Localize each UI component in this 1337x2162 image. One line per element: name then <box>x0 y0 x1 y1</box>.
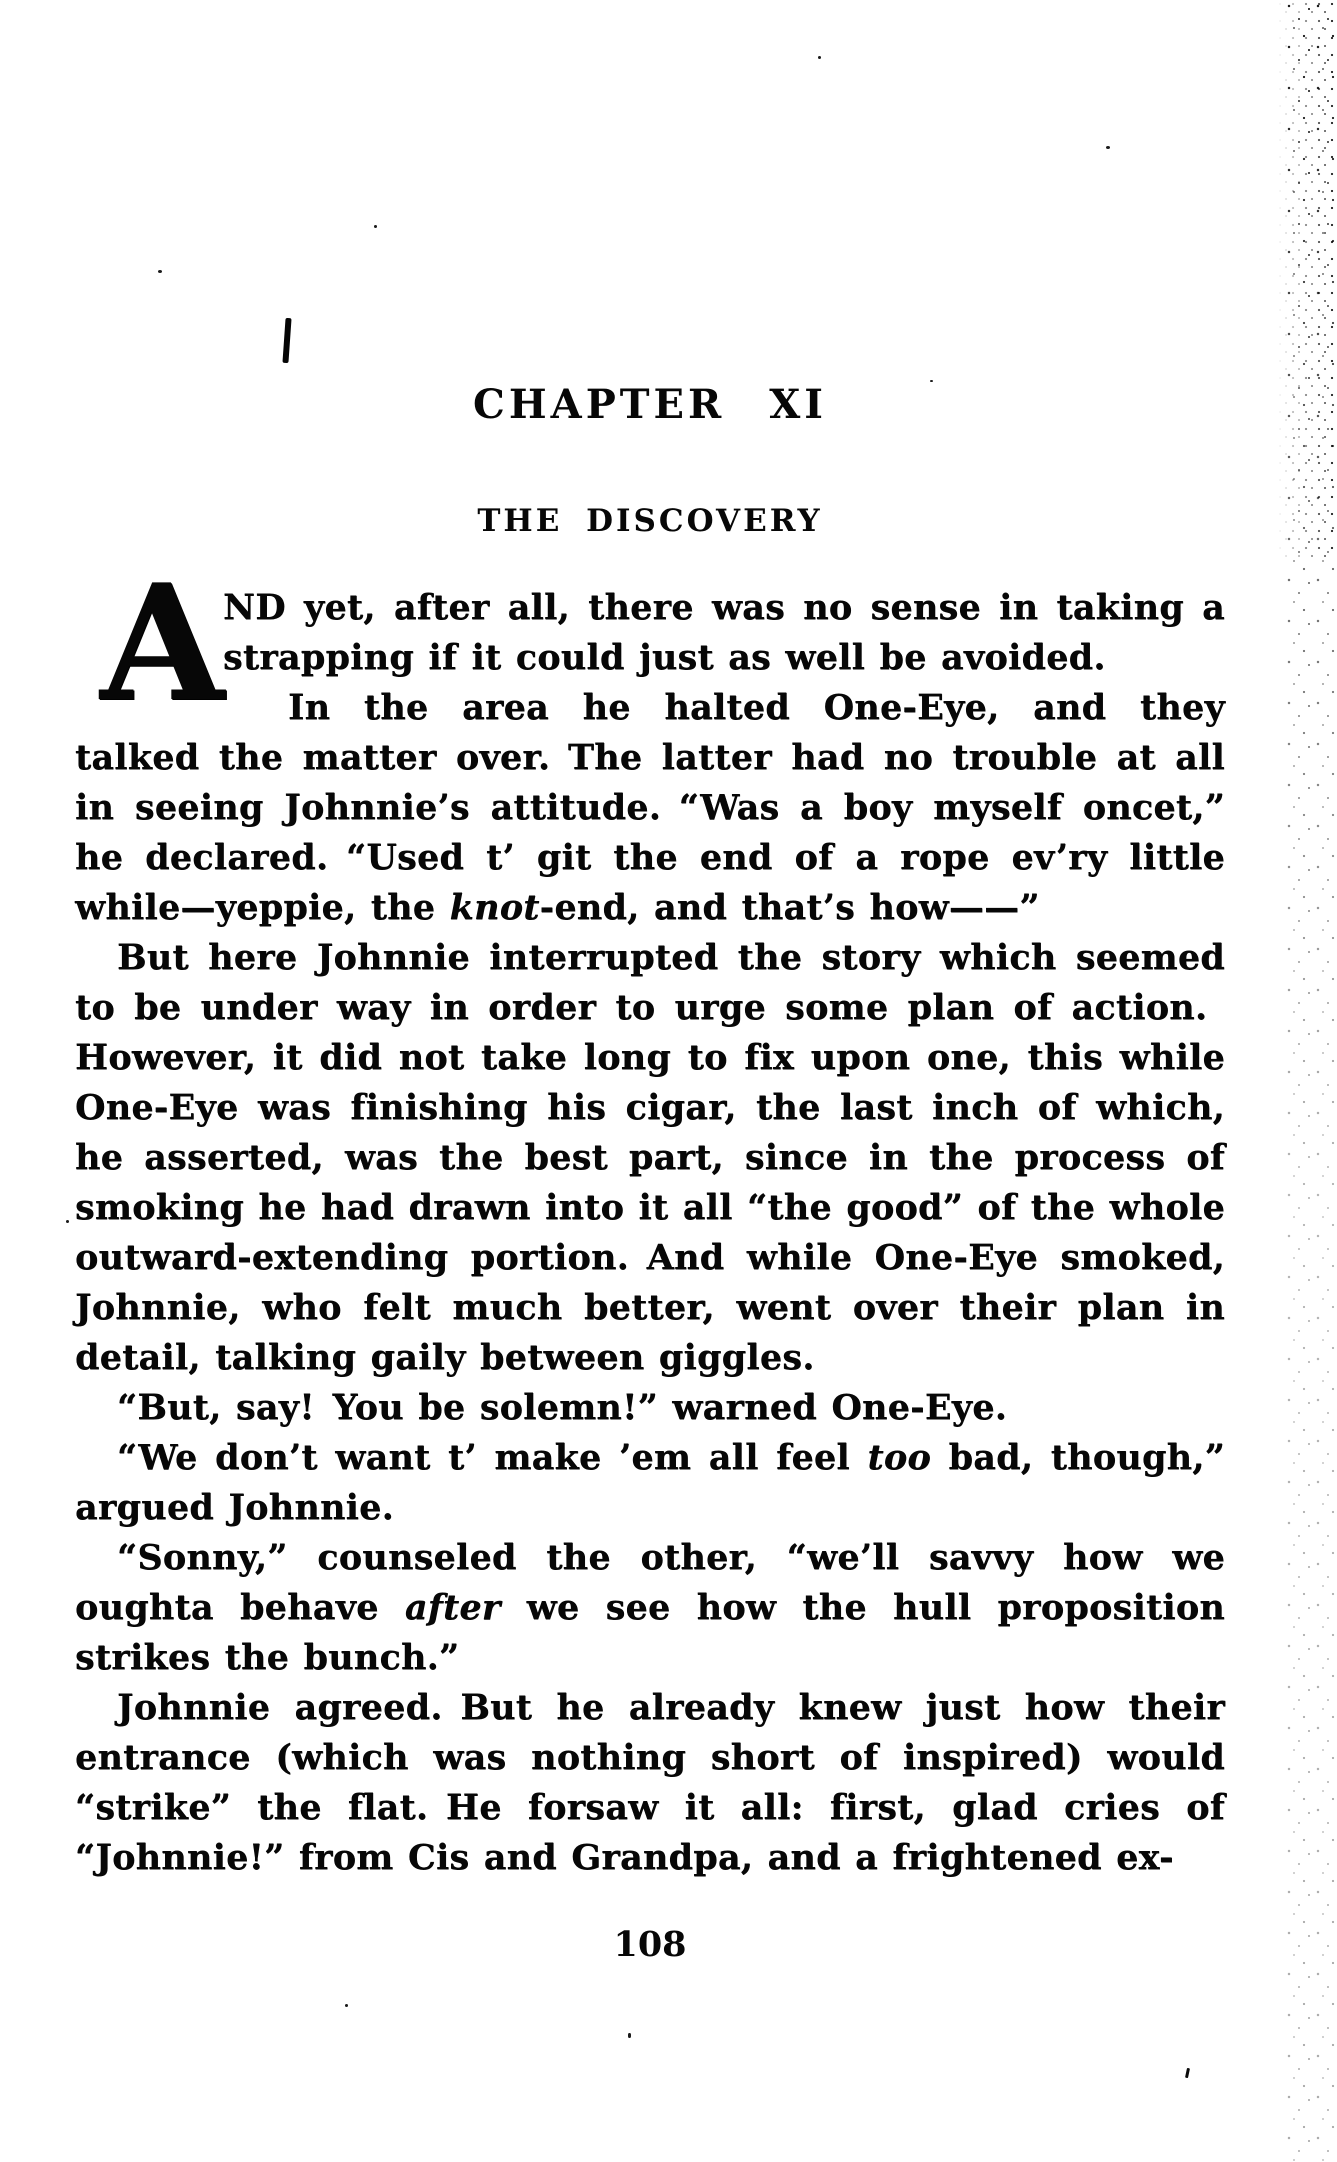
paragraph-6 <box>75 1533 1225 1683</box>
text-segment: But here Johnnie interrupted the story which seemed to be under way in order to urge some plan of action. However, it did not take long to fix upon one, this while One-Eye was finishing his cigar, the last inch of which, he asserted, was the best part, since in the process of smoking he had drawn into it all “the good” of the whole outward-extending portion. And while One-Eye smoked, Johnnie, who felt much better, went over their plan in detail, talking gaily between giggles. <box>75 937 1225 1378</box>
body-text <box>75 583 1225 1883</box>
scan-speck <box>158 270 162 273</box>
text-segment: -end, and that’s how——” <box>539 887 1040 928</box>
page-number: 108 <box>613 1924 687 1965</box>
text-segment: bad, though,” argued Johnnie. <box>75 1437 1225 1528</box>
paragraph-1 <box>75 583 1225 683</box>
section-title: THE DISCOVERY <box>477 503 823 539</box>
drop-cap: A <box>100 549 225 737</box>
text-segment: “We don’t want t’ make ’em all feel <box>117 1437 868 1478</box>
paragraph-7 <box>75 1683 1225 1883</box>
text-segment: In the area he halted One-Eye, and they talked the matter over. The latter had no trouble at all in seeing Johnnie’s attitude. “Was a boy myself oncet,” he declared. “Used t’ git the end of a rope ev’ry little while—yeppie, the <box>75 687 1225 928</box>
scan-speck <box>1185 2068 1190 2078</box>
scan-noise-top-right <box>1277 0 1337 560</box>
chapter-heading: CHAPTER XI <box>473 381 827 428</box>
text-segment: “But, say! You be solemn!” warned One-Eye. <box>117 1387 1008 1428</box>
scan-speck <box>374 225 377 228</box>
italic-text: after <box>404 1587 501 1628</box>
italic-text: knot <box>449 887 540 928</box>
ink-mark <box>282 318 291 363</box>
scan-speck <box>818 56 821 59</box>
scan-speck <box>1106 146 1110 149</box>
paragraph-5 <box>75 1433 1225 1533</box>
paragraph-3 <box>75 933 1225 1383</box>
scan-speck <box>345 2004 348 2007</box>
paragraph-2 <box>75 683 1225 933</box>
paragraph-4 <box>75 1383 1225 1433</box>
scan-speck <box>930 380 933 382</box>
text-segment: Johnnie agreed. But he already knew just how their entrance (which was nothing short of inspired) would “strike” the flat. He forsaw it all: first, glad cries of “Johnnie!” from Cis and Grandpa, and a frightened ex- <box>75 1687 1225 1878</box>
text-segment: “Sonny,” counseled the other, “we’ll savvy how we oughta behave <box>75 1537 1225 1628</box>
text-segment: we see how the hull proposition strikes the bunch.” <box>75 1587 1225 1678</box>
scan-speck <box>628 2033 631 2038</box>
italic-text: too <box>867 1437 931 1478</box>
scan-speck <box>66 1220 69 1223</box>
text-segment: ND yet, after all, there was no sense in taking a strapping if it could just as well be avoided. <box>223 587 1225 678</box>
